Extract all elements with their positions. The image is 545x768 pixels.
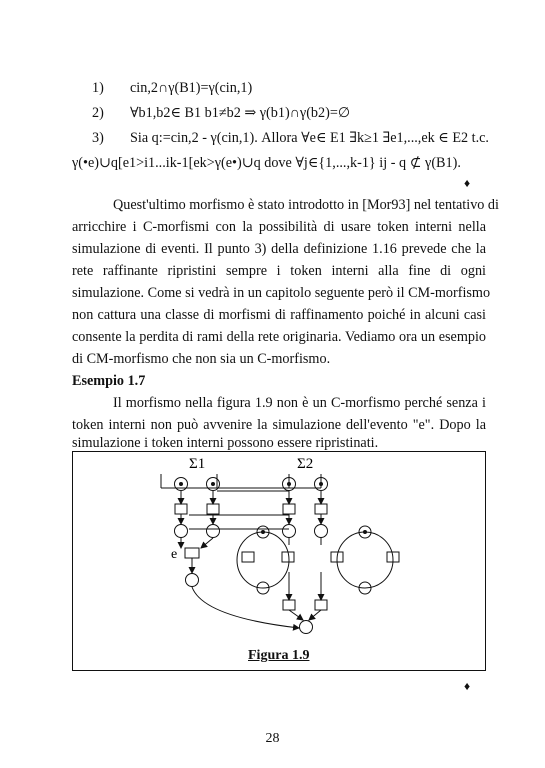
place-after-e — [186, 574, 199, 587]
example-line: Il morfismo nella figura 1.9 non è un C-morfismo perché senza i — [113, 395, 486, 411]
figure-frame — [72, 451, 486, 671]
definition-item-1 — [92, 80, 253, 96]
item-number: 3) — [92, 130, 104, 146]
item-text: cin,2∩γ(B1)=γ(cin,1) — [130, 80, 253, 96]
paragraph-line: simulazione. Come si vedrà in un capitolo seguente però il CM-morfismo — [72, 285, 491, 301]
petri-net-diagram — [73, 452, 485, 670]
definition-item-2 — [92, 105, 351, 121]
item-text: Sia q:=cin,2 - γ(cin,1). Allora ∀e∈ E1 ∃k≥1 ∃e1,...,ek ∈ E2 t.c. — [130, 130, 489, 146]
definition-item-3 — [92, 130, 489, 146]
end-of-example-mark: ♦ — [464, 679, 471, 693]
example-last-line: simulazione i token interni possono essere ripristinati. — [72, 435, 379, 451]
paragraph-line: Quest'ultimo morfismo è stato introdotto in [Mor93] nel tentativo di — [113, 197, 499, 213]
item-text: ∀b1,b2∈ B1 b1≠b2 ⇒ γ(b1)∩γ(b2)=∅ — [130, 105, 351, 121]
paragraph-line: arricchire i C-morfismi con la possibilità di usare token interni nella — [72, 219, 486, 235]
sigma1-label: Σ1 — [189, 456, 206, 472]
paragraph-line: simulazione di eventi. Il punto 3) della definizione 1.16 prevede che la — [72, 241, 486, 257]
transition-t5 — [283, 600, 295, 610]
transition-t4 — [315, 504, 327, 514]
example-heading: Esempio 1.7 — [72, 373, 146, 389]
transition-e — [185, 548, 199, 558]
item-number: 2) — [92, 105, 104, 121]
loop-left — [237, 532, 289, 588]
place-bottom — [300, 621, 313, 634]
transition-t2 — [207, 504, 219, 514]
paragraph-line: non cattura una classe di morfismi di raffinamento poiché in alcuni casi — [72, 307, 486, 323]
paragraph-last-line: di CM-morfismo che non sia un C-morfismo. — [72, 351, 331, 367]
transition-t1 — [175, 504, 187, 514]
end-of-definition-mark: ♦ — [464, 176, 471, 190]
page-number: 28 — [265, 731, 280, 746]
item-number: 1) — [92, 80, 104, 96]
paragraph-line: rete raffinante ripristini sempre i token interni alla fine di ogni — [72, 263, 486, 279]
figure-caption: Figura 1.9 — [248, 648, 310, 663]
paragraph-line: consente la perdita di rami della rete originaria. Vediamo ora un esempio — [72, 329, 486, 345]
event-e-label: e — [171, 547, 178, 562]
transition-t6 — [315, 600, 327, 610]
definition-item-3-continuation: γ(•e)∪q[e1>i1...ik-1[ek>γ(e•)∪q dove ∀j∈{1,...,k-1} ij - q ⊄ γ(B1). — [72, 155, 461, 171]
example-line: token interni non può avvenire la simulazione dell'evento "e". Dopo la — [72, 417, 486, 433]
sigma2-label: Σ2 — [297, 456, 314, 472]
transition-t3 — [283, 504, 295, 514]
loop-right — [337, 532, 393, 588]
